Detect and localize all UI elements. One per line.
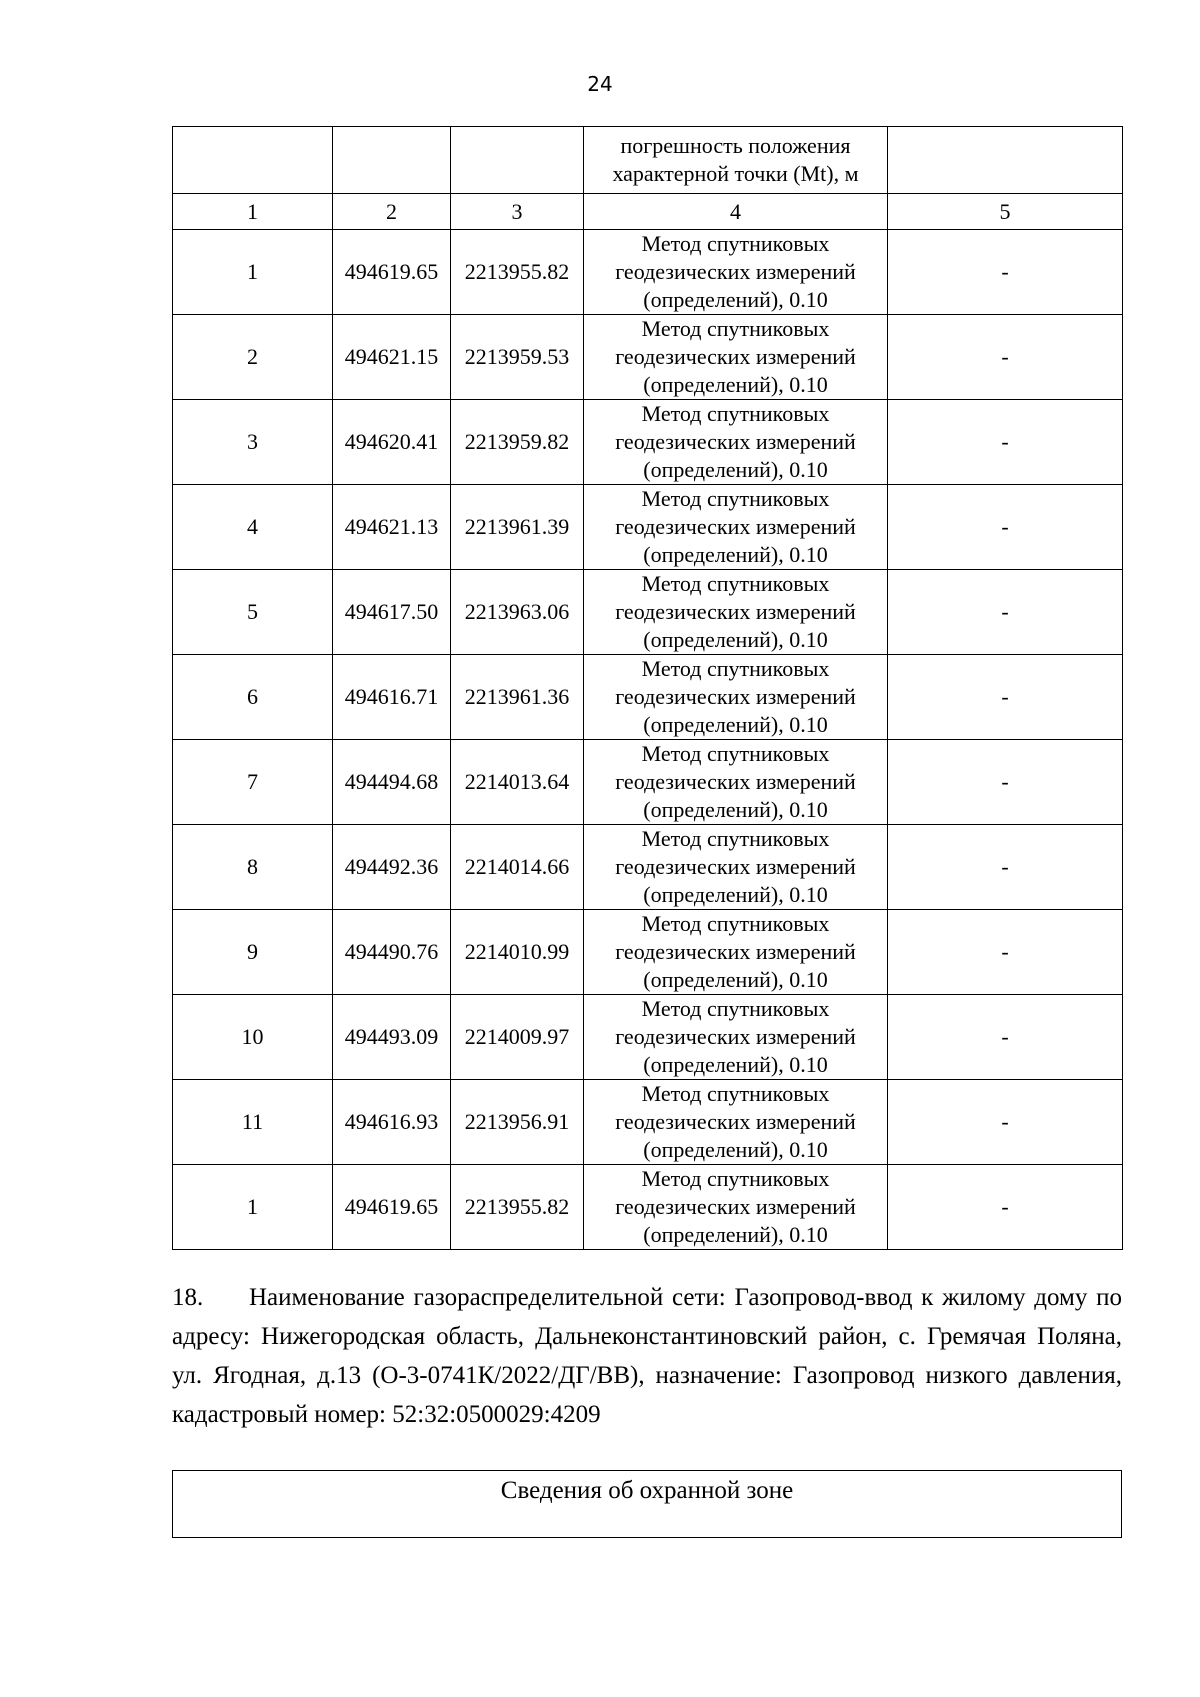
header-continuation-row xyxy=(173,127,1123,194)
method-line: (определений), 0.10 xyxy=(643,287,828,312)
header-cell xyxy=(333,127,451,194)
x-coordinate-cell: 494621.15 xyxy=(333,315,451,400)
method-line: (определений), 0.10 xyxy=(643,967,828,992)
method-line: геодезических измерений xyxy=(615,1109,856,1134)
method-line: геодезических измерений xyxy=(615,259,856,284)
table-row xyxy=(173,485,1123,570)
table-row xyxy=(173,570,1123,655)
section-number: 18. xyxy=(172,1284,204,1311)
y-coordinate-cell: 2213955.82 xyxy=(451,1165,584,1250)
table-row xyxy=(173,1165,1123,1250)
method-line: геодезических измерений xyxy=(615,599,856,624)
method-line: Метод спутниковых xyxy=(641,486,830,511)
method-line: (определений), 0.10 xyxy=(643,882,828,907)
table-row xyxy=(173,655,1123,740)
method-cell xyxy=(584,570,888,655)
y-coordinate-cell: 2214013.64 xyxy=(451,740,584,825)
x-coordinate-cell: 494616.93 xyxy=(333,1080,451,1165)
note-cell: - xyxy=(888,315,1123,400)
point-number-cell: 6 xyxy=(173,655,333,740)
column-number: 3 xyxy=(451,194,584,230)
method-line: Метод спутниковых xyxy=(641,911,830,936)
method-line: Метод спутниковых xyxy=(641,741,830,766)
method-line: геодезических измерений xyxy=(615,429,856,454)
point-number-cell: 5 xyxy=(173,570,333,655)
column-number: 4 xyxy=(584,194,888,230)
protection-zone-box xyxy=(172,1470,1122,1538)
table-row xyxy=(173,315,1123,400)
method-line: Метод спутниковых xyxy=(641,1081,830,1106)
method-cell xyxy=(584,1165,888,1250)
table-row xyxy=(173,1080,1123,1165)
method-line: Метод спутниковых xyxy=(641,1166,830,1191)
x-coordinate-cell: 494617.50 xyxy=(333,570,451,655)
table-row xyxy=(173,910,1123,995)
point-number-cell: 3 xyxy=(173,400,333,485)
note-cell: - xyxy=(888,1165,1123,1250)
method-cell xyxy=(584,825,888,910)
method-line: Метод спутниковых xyxy=(641,996,830,1021)
note-cell: - xyxy=(888,485,1123,570)
table-row xyxy=(173,825,1123,910)
method-line: геодезических измерений xyxy=(615,1024,856,1049)
method-line: геодезических измерений xyxy=(615,939,856,964)
x-coordinate-cell: 494621.13 xyxy=(333,485,451,570)
method-line: Метод спутниковых xyxy=(641,826,830,851)
method-cell xyxy=(584,230,888,315)
point-number-cell: 7 xyxy=(173,740,333,825)
method-line: (определений), 0.10 xyxy=(643,542,828,567)
note-cell: - xyxy=(888,825,1123,910)
method-cell xyxy=(584,315,888,400)
method-cell xyxy=(584,995,888,1080)
method-line: (определений), 0.10 xyxy=(643,457,828,482)
method-line: геодезических измерений xyxy=(615,854,856,879)
x-coordinate-cell: 494619.65 xyxy=(333,230,451,315)
method-line: геодезических измерений xyxy=(615,684,856,709)
column-number: 5 xyxy=(888,194,1123,230)
note-cell: - xyxy=(888,1080,1123,1165)
y-coordinate-cell: 2213956.91 xyxy=(451,1080,584,1165)
method-line: (определений), 0.10 xyxy=(643,627,828,652)
y-coordinate-cell: 2213963.06 xyxy=(451,570,584,655)
method-line: Метод спутниковых xyxy=(641,231,830,256)
table-row xyxy=(173,230,1123,315)
section-text: Наименование газораспределительной сети: Газопровод-ввод к жилому дому по адресу: Нижегородская область, Дальнеконстантиновский район, с. Гремячая Поляна, ул. Ягодная, д.13 (О-3-0741К/2022/ДГ/ВВ), назначение: Газопровод низкого давления, кадастровый номер: 52:32:0500029:4209 xyxy=(172,1284,1122,1428)
note-cell: - xyxy=(888,910,1123,995)
y-coordinate-cell: 2213955.82 xyxy=(451,230,584,315)
table-row xyxy=(173,740,1123,825)
note-cell: - xyxy=(888,655,1123,740)
coordinates-table xyxy=(172,126,1123,1250)
header-cell xyxy=(173,127,333,194)
method-cell xyxy=(584,400,888,485)
method-line: геодезических измерений xyxy=(615,344,856,369)
method-line: геодезических измерений xyxy=(615,769,856,794)
column-number: 2 xyxy=(333,194,451,230)
method-line: (определений), 0.10 xyxy=(643,1137,828,1162)
table-row xyxy=(173,400,1123,485)
point-number-cell: 4 xyxy=(173,485,333,570)
protection-zone-title: Сведения об охранной зоне xyxy=(500,1477,794,1504)
method-line: Метод спутниковых xyxy=(641,401,830,426)
y-coordinate-cell: 2213959.53 xyxy=(451,315,584,400)
method-line: геодезических измерений xyxy=(615,1194,856,1219)
point-number-cell: 2 xyxy=(173,315,333,400)
x-coordinate-cell: 494493.09 xyxy=(333,995,451,1080)
method-cell xyxy=(584,655,888,740)
x-coordinate-cell: 494619.65 xyxy=(333,1165,451,1250)
y-coordinate-cell: 2213959.82 xyxy=(451,400,584,485)
section-18-paragraph xyxy=(172,1278,1122,1434)
y-coordinate-cell: 2213961.39 xyxy=(451,485,584,570)
note-cell: - xyxy=(888,400,1123,485)
note-cell: - xyxy=(888,570,1123,655)
header-cell xyxy=(888,127,1123,194)
method-cell xyxy=(584,1080,888,1165)
column-number-row xyxy=(173,194,1123,230)
method-line: (определений), 0.10 xyxy=(643,712,828,737)
point-number-cell: 9 xyxy=(173,910,333,995)
header-cell-accuracy: погрешность положения характерной точки (Mt), м xyxy=(584,127,888,194)
method-cell xyxy=(584,485,888,570)
method-line: (определений), 0.10 xyxy=(643,1052,828,1077)
x-coordinate-cell: 494620.41 xyxy=(333,400,451,485)
page-number: 24 xyxy=(587,72,613,96)
y-coordinate-cell: 2214010.99 xyxy=(451,910,584,995)
method-line: Метод спутниковых xyxy=(641,656,830,681)
method-line: (определений), 0.10 xyxy=(643,797,828,822)
method-line: Метод спутниковых xyxy=(641,316,830,341)
point-number-cell: 1 xyxy=(173,230,333,315)
method-line: Метод спутниковых xyxy=(641,571,830,596)
point-number-cell: 1 xyxy=(173,1165,333,1250)
note-cell: - xyxy=(888,995,1123,1080)
table-row xyxy=(173,995,1123,1080)
header-cell xyxy=(451,127,584,194)
y-coordinate-cell: 2213961.36 xyxy=(451,655,584,740)
x-coordinate-cell: 494616.71 xyxy=(333,655,451,740)
point-number-cell: 11 xyxy=(173,1080,333,1165)
x-coordinate-cell: 494494.68 xyxy=(333,740,451,825)
y-coordinate-cell: 2214014.66 xyxy=(451,825,584,910)
point-number-cell: 10 xyxy=(173,995,333,1080)
y-coordinate-cell: 2214009.97 xyxy=(451,995,584,1080)
note-cell: - xyxy=(888,740,1123,825)
x-coordinate-cell: 494492.36 xyxy=(333,825,451,910)
method-cell xyxy=(584,910,888,995)
note-cell: - xyxy=(888,230,1123,315)
method-line: (определений), 0.10 xyxy=(643,372,828,397)
method-line: (определений), 0.10 xyxy=(643,1222,828,1247)
method-cell xyxy=(584,740,888,825)
point-number-cell: 8 xyxy=(173,825,333,910)
x-coordinate-cell: 494490.76 xyxy=(333,910,451,995)
method-line: геодезических измерений xyxy=(615,514,856,539)
column-number: 1 xyxy=(173,194,333,230)
